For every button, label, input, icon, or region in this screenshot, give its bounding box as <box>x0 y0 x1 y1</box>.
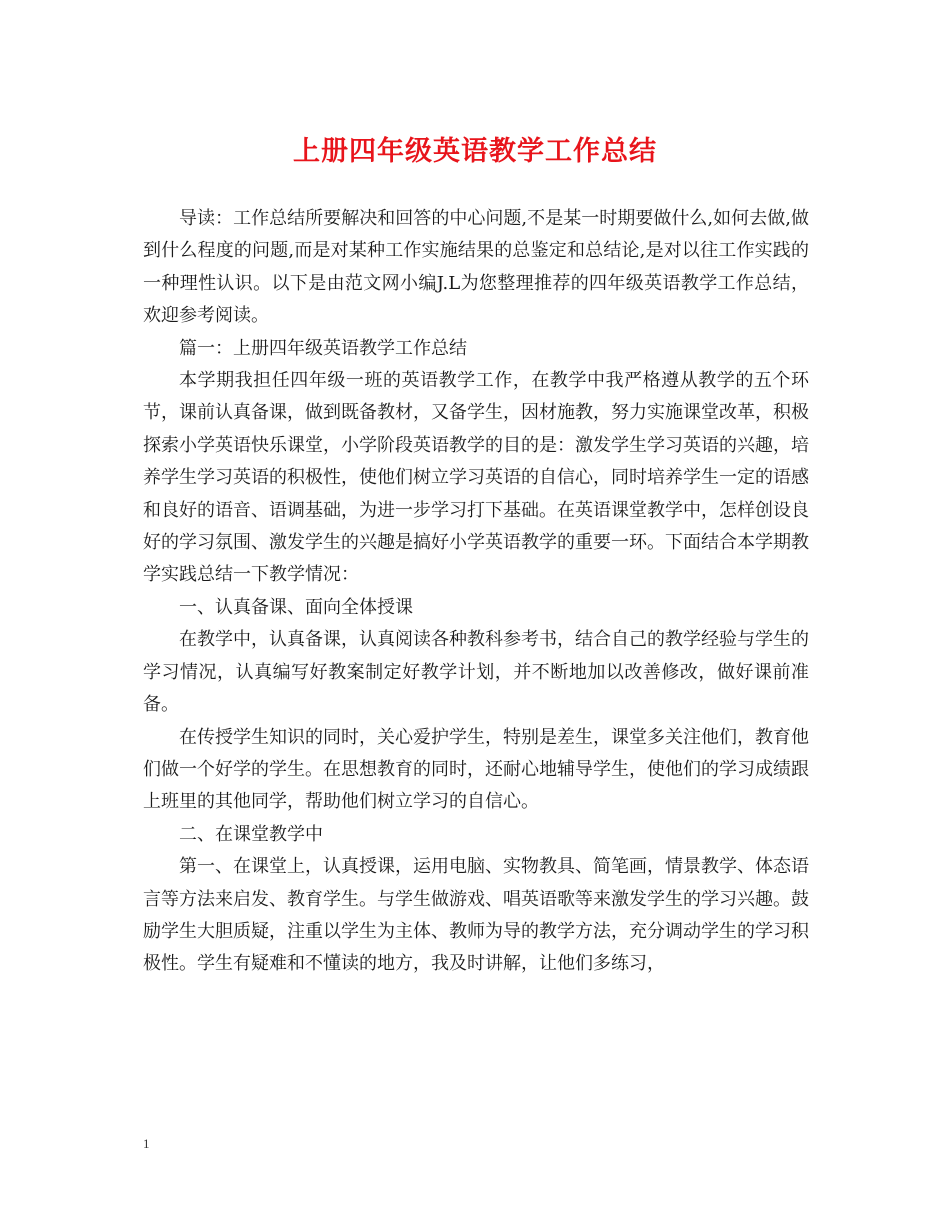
document-title: 上册四年级英语教学工作总结 <box>293 136 657 167</box>
section-heading: 一、认真备课、面向全体授课 <box>179 596 413 618</box>
body-paragraph: 在教学中，认真备课，认真阅读各种教科参考书，结合自己的教学经验与学生的学习情况，认真编写好教案制定好教学计划，并不断地加以改善修改，做好课前准备。 <box>143 629 809 716</box>
body-paragraph: 在传授学生知识的同时，关心爱护学生，特别是差生，课堂多关注他们，教育他们做一个好学的学生。在思想教育的同时，还耐心地辅导学生，使他们的学习成绩跟上班里的其他同学，帮助他们树立学习的自信心。 <box>143 726 809 813</box>
body-paragraph: 第一、在课堂上，认真授课，运用电脑、实物教具、简笔画，情景教学、体态语言等方法来启发、教育学生。与学生做游戏、唱英语歌等来激发学生的学习兴趣。鼓励学生大胆质疑，注重以学生为主体、教师为导的教学方法，充分调动学生的学习积极性。学生有疑难和不懂读的地方，我及时讲解，让他们多练习， <box>143 856 809 975</box>
document-body <box>143 203 809 981</box>
body-paragraph: 本学期我担任四年级一班的英语教学工作，在教学中我严格遵从教学的五个环节，课前认真备课，做到既备教材，又备学生，因材施教，努力实施课堂改革，积极探索小学英语快乐课堂，小学阶段英语教学的目的是：激发学生学习英语的兴趣，培养学生学习英语的积极性，使他们树立学习英语的自信心，同时培养学生一定的语感和良好的语音、语调基础，为进一步学习打下基础。在英语课堂教学中，怎样创设良好的学习氛围、激发学生的兴趣是搞好小学英语教学的重要一环。下面结合本学期教学实践总结一下教学情况： <box>143 370 809 586</box>
section-heading: 二、在课堂教学中 <box>179 823 323 845</box>
intro-paragraph: 导读：工作总结所要解决和回答的中心问题,不是某一时期要做什么,如何去做,做到什么程度的问题,而是对某种工作实施结果的总鉴定和总结论,是对以往工作实践的一种理性认识。以下是由范文网小编J.L为您整理推荐的四年级英语教学工作总结，欢迎参考阅读。 <box>143 208 809 327</box>
page-number: 1 <box>143 1136 150 1151</box>
article-heading: 篇一：上册四年级英语教学工作总结 <box>179 337 467 359</box>
